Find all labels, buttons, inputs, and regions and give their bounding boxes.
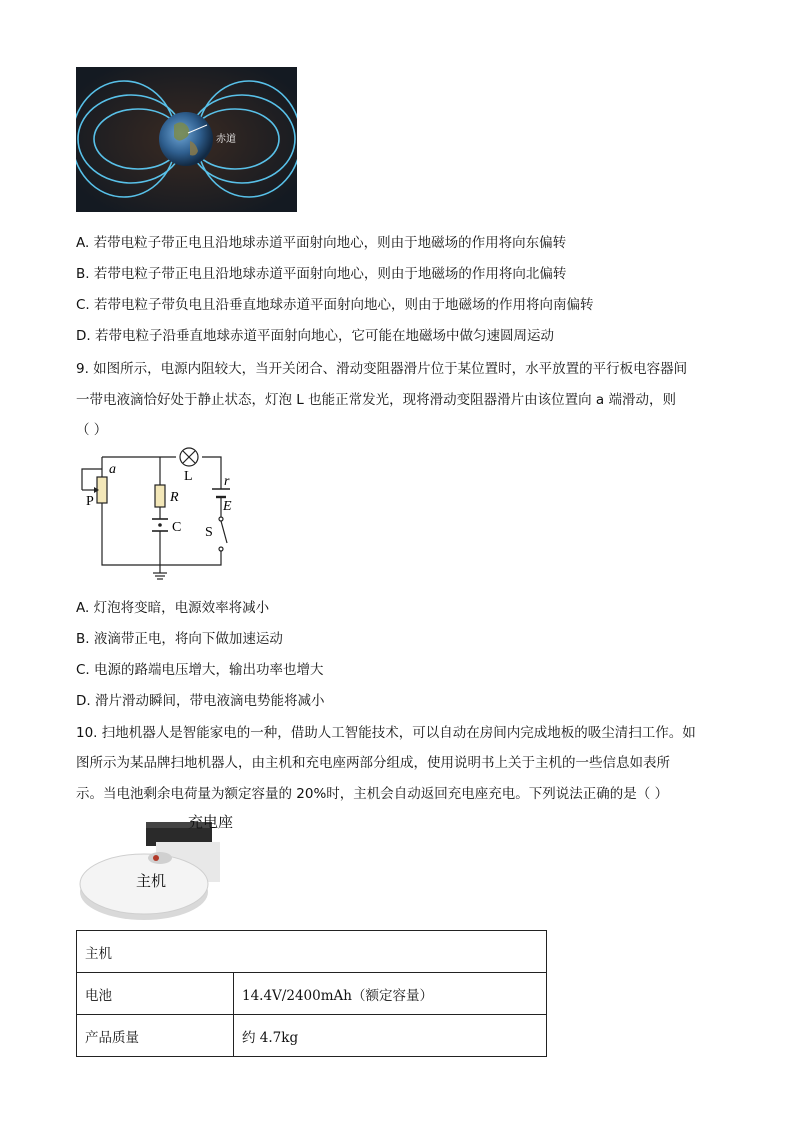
table-row	[77, 1015, 547, 1057]
q9-option-b: B. 液滴带正电，将向下做加速运动	[76, 631, 283, 647]
q9-stem-line2: 一带电液滴恰好处于静止状态，灯泡 L 也能正常发光，现将滑动变阻器滑片由该位置向 a 端滑动，则	[76, 392, 676, 408]
circuit-label-a: a	[109, 462, 116, 477]
earth-magnetic-field-icon	[76, 67, 297, 212]
equator-label: 赤道	[216, 134, 236, 145]
q10-stem-line1: 10. 扫地机器人是智能家电的一种，借助人工智能技术，可以自动在房间内完成地板的吸尘清扫工作。如	[76, 725, 696, 741]
table-cell-value: 14.4V/2400mAh（额定容量）	[234, 973, 547, 1015]
q10-stem-line3: 示。当电池剩余电荷量为额定容量的 20%时，主机会自动返回充电座充电。下列说法正确的是（ ）	[76, 786, 669, 802]
circuit-label-l: L	[184, 469, 193, 484]
table-row	[77, 973, 547, 1015]
table-header-cell: 主机	[77, 931, 547, 973]
q8-option-c: C. 若带电粒子带负电且沿垂直地球赤道平面射向地心，则由于地磁场的作用将向南偏转	[76, 297, 594, 313]
circuit-label-r-internal: r	[224, 474, 230, 489]
q8-option-b: B. 若带电粒子带正电且沿地球赤道平面射向地心，则由于地磁场的作用将向北偏转	[76, 266, 567, 282]
circuit-label-p: P	[86, 494, 94, 509]
host-label: 主机	[136, 872, 167, 890]
table-header-row	[77, 931, 547, 973]
spec-table	[76, 930, 547, 1057]
q9-option-a: A. 灯泡将变暗，电源效率将减小	[76, 600, 270, 616]
q10-stem-line2: 图所示为某品牌扫地机器人，由主机和充电座两部分组成，使用说明书上关于主机的一些信息如表所	[76, 755, 670, 771]
table-cell-name: 产品质量	[77, 1015, 234, 1057]
earth-magnetic-field-figure	[76, 67, 297, 212]
q8-option-d: D. 若带电粒子沿垂直地球赤道平面射向地心，它可能在地磁场中做匀速圆周运动	[76, 328, 554, 344]
circuit-label-s: S	[205, 525, 213, 540]
q9-stem-line3: （ ）	[76, 422, 108, 438]
table-cell-value: 约 4.7kg	[234, 1015, 547, 1057]
q9-option-c: C. 电源的路端电压增大，输出功率也增大	[76, 662, 324, 678]
circuit-label-e: E	[223, 499, 232, 514]
q9-stem-line1: 9. 如图所示，电源内阻较大，当开关闭合、滑动变阻器滑片位于某位置时，水平放置的平行板电容器间	[76, 361, 688, 377]
circuit-diagram	[76, 447, 256, 591]
table-cell-name: 电池	[77, 973, 234, 1015]
q9-option-d: D. 滑片滑动瞬间，带电液滴电势能将减小	[76, 693, 325, 709]
circuit-label-c: C	[172, 520, 182, 535]
q8-option-a: A. 若带电粒子带正电且沿地球赤道平面射向地心，则由于地磁场的作用将向东偏转	[76, 235, 567, 251]
circuit-label-r-resistor: R	[170, 490, 179, 505]
dock-label: 充电座	[188, 813, 234, 831]
